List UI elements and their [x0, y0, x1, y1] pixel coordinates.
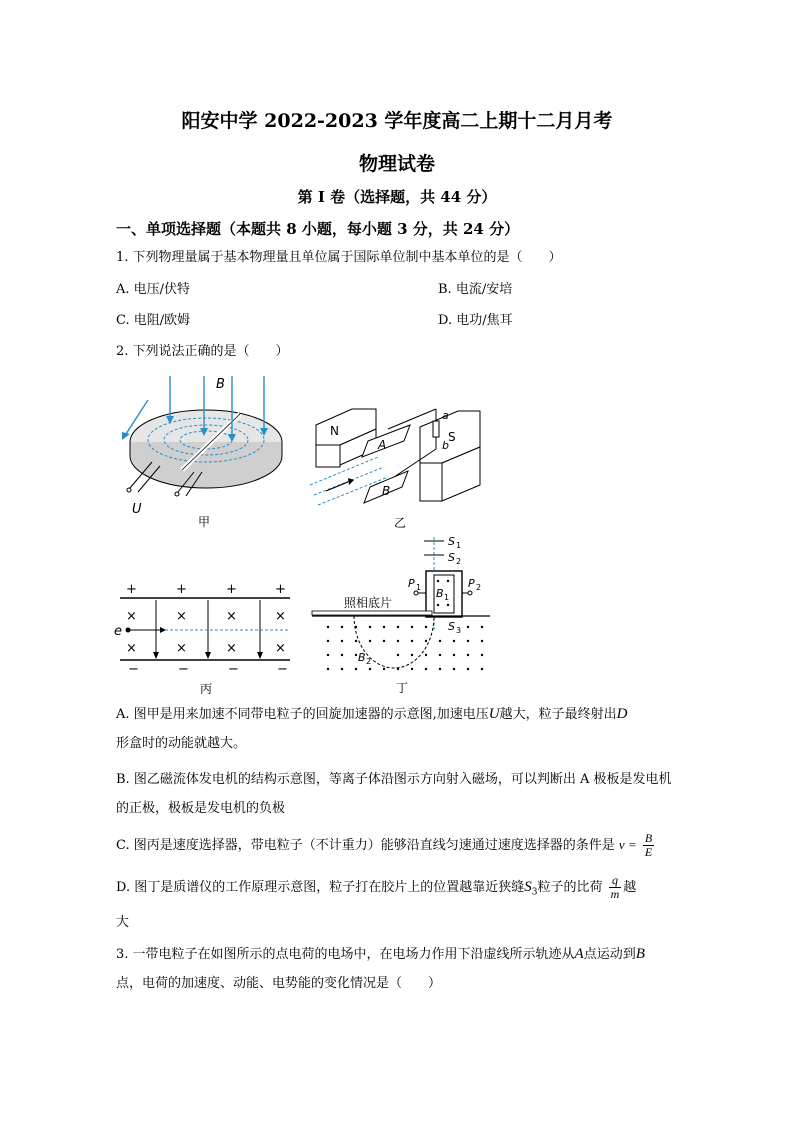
var-D: D: [616, 706, 628, 722]
var-S-sub: 3: [531, 887, 538, 898]
q2-option-d-text-3: 越: [623, 880, 637, 895]
fig-ding-S1-sub: 1: [456, 541, 462, 550]
fig-yi-a-label: a: [442, 409, 449, 422]
fig-ding-P1-label: P: [408, 577, 415, 590]
fig-jia-U-label: U: [132, 502, 142, 517]
cross-mark: ×: [275, 641, 286, 656]
q2-option-d-text-2: 粒子的比荷: [537, 880, 603, 895]
plus-sign: +: [275, 582, 286, 597]
fig-ding-P2-sub: 2: [476, 583, 482, 592]
fig-ding-S2-label: S: [448, 551, 455, 564]
fraction-denominator: m: [610, 887, 620, 901]
fig-yi-b-label: b: [442, 439, 449, 452]
fig-ding-S3-sub: 3: [456, 626, 462, 635]
q3-stem: [116, 940, 682, 998]
q2-option-b: B. 图乙磁流体发电机的结构示意图，等离子体沿图示方向射入磁场，可以判断出 A 极板是发电机的正极，极板是发电机的负极: [116, 772, 672, 816]
fig-yi-S-label: S: [448, 430, 456, 444]
cross-mark: ×: [176, 609, 187, 624]
plus-sign: +: [126, 582, 137, 597]
fig-yi-A-label: A: [378, 438, 387, 452]
var-B: B: [635, 946, 645, 962]
var-U: U: [488, 706, 500, 722]
q3-text: 3. 一带电粒子在如图所示的点电荷的电场中，在电场力作用下沿虚线所示轨迹从: [116, 947, 575, 962]
fig-yi-N-label: N: [330, 424, 339, 438]
fraction-q-over-m: [609, 874, 622, 901]
q2-option-d-text-4: 大: [116, 914, 130, 930]
q2-option-c-text: C. 图丙是速度选择器，带电粒子（不计重力）能够沿直线匀速通过速度选择器的条件是: [116, 838, 615, 853]
q1-option-a: A. 电压/伏特: [116, 282, 191, 297]
figure-jia-cyclotron: [108, 370, 298, 530]
part-heading: 第 I 卷（选择题，共 44 分）: [297, 188, 497, 206]
figure-yi-mhd-generator: [308, 405, 493, 530]
fig-bing-e-label: e: [114, 624, 122, 639]
figure-ding-mass-spectrometer: [308, 535, 493, 700]
fig-ding-S2-sub: 2: [456, 557, 462, 566]
fig-jia-caption: 甲: [198, 515, 211, 529]
q2-option-a-text-2: 越大，粒子最终射出: [499, 707, 617, 722]
plus-sign: +: [176, 582, 187, 597]
q2-stem: 2. 下列说法正确的是（ ）: [116, 344, 289, 359]
fig-ding-P1-sub: 1: [416, 583, 422, 592]
q2-option-c: [116, 830, 682, 861]
q3-text-3: 点，电荷的加速度、动能、电势能的变化情况是（ ）: [116, 976, 442, 991]
plus-sign: +: [226, 582, 237, 597]
q1-stem: 1. 下列物理量属于基本物理量且单位属于国际单位制中基本单位的是（ ）: [116, 250, 562, 265]
minus-sign: −: [277, 662, 288, 677]
figure-bing-velocity-selector: [108, 580, 298, 698]
cross-mark: ×: [176, 641, 187, 656]
fig-ding-film-label: 照相底片: [344, 596, 393, 610]
fig-ding-S1-label: S: [448, 535, 455, 548]
fraction-numerator: B: [644, 831, 653, 845]
cross-mark: ×: [126, 641, 137, 656]
cross-mark: ×: [126, 609, 137, 624]
minus-sign: −: [228, 662, 239, 677]
fig-bing-caption: 丙: [200, 682, 213, 696]
fig-ding-B1-label: B: [436, 587, 444, 600]
cross-mark: ×: [275, 609, 286, 624]
q2-option-d-text: D. 图丁是质谱仪的工作原理示意图，粒子打在胶片上的位置越靠近狭缝: [116, 880, 525, 895]
minus-sign: −: [128, 662, 139, 677]
fig-ding-B1-sub: 1: [444, 593, 450, 602]
fig-ding-B2-label: B: [358, 651, 366, 664]
var-S: S: [524, 879, 532, 895]
cross-mark: ×: [226, 641, 237, 656]
exam-subtitle: 物理试卷: [358, 153, 435, 175]
q1-option-b: B. 电流/安培: [438, 282, 513, 297]
q2-option-a: [116, 700, 682, 758]
q2-option-a-text: A. 图甲是用来加速不同带电粒子的回旋加速器的示意图,加速电压: [116, 707, 489, 722]
fig-ding-P2-label: P: [468, 577, 475, 590]
fraction-denominator: E: [644, 845, 653, 859]
var-v: v =: [618, 837, 637, 852]
q1-option-c: C. 电阻/欧姆: [116, 313, 191, 328]
fraction-B-over-E: [643, 832, 654, 859]
fig-ding-caption: 丁: [396, 681, 409, 695]
exam-title: 阳安中学 2022-2023 学年度高二上期十二月月考: [181, 110, 613, 132]
q2-option-a-text-3: 形盒时的动能就越大。: [116, 736, 247, 751]
fig-yi-B-label: B: [382, 484, 391, 498]
fraction-numerator: q: [609, 874, 622, 888]
fig-jia-B-label: B: [216, 377, 225, 392]
q2-option-d: [116, 872, 682, 938]
minus-sign: −: [178, 662, 189, 677]
fig-yi-caption: 乙: [394, 516, 407, 530]
q3-text-2: 点运动到: [583, 947, 636, 962]
section-heading: 一、单项选择题（本题共 8 小题，每小题 3 分，共 24 分）: [116, 220, 520, 238]
cross-mark: ×: [226, 609, 237, 624]
q1-option-d: D. 电功/焦耳: [438, 313, 513, 328]
var-A: A: [574, 946, 584, 962]
fig-ding-B2-sub: 2: [366, 657, 372, 666]
fig-ding-S3-label: S: [448, 620, 455, 633]
